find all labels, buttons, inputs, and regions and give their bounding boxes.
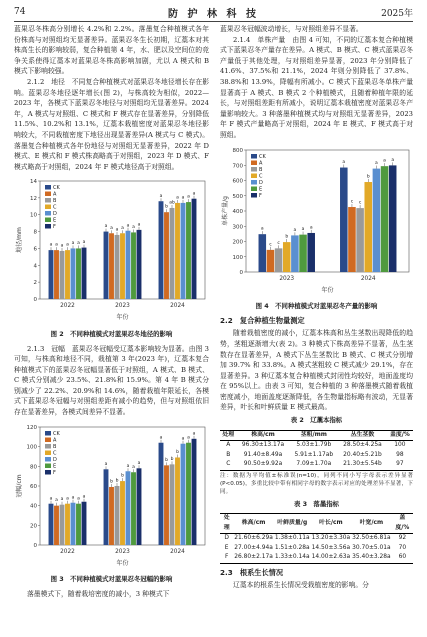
- bar-B-2022: [60, 251, 65, 299]
- significance-label: a: [71, 241, 75, 247]
- table-cell: 1.33±0.14a: [274, 554, 310, 561]
- bar-CK-2024: [159, 202, 164, 300]
- figure-2: [14, 175, 209, 327]
- significance-label: b: [366, 174, 370, 180]
- significance-label: b: [285, 234, 289, 240]
- legend-swatch: [45, 211, 51, 216]
- significance-label: a: [159, 434, 163, 440]
- bar-C-2024: [175, 203, 180, 299]
- significance-label: a: [82, 493, 86, 499]
- bar-C-2023: [283, 242, 291, 272]
- legend-swatch: [45, 457, 51, 462]
- y-tick-label: 4: [33, 263, 37, 270]
- significance-label: a: [137, 460, 141, 466]
- header-rule: [14, 21, 413, 22]
- table-cell: 14.50±3.56a: [311, 544, 351, 551]
- x-tick-label: 2022: [60, 548, 75, 555]
- bar-F-2023: [307, 232, 315, 271]
- significance-label: a: [383, 158, 386, 164]
- bar-C-2022: [65, 250, 70, 299]
- significance-label: a: [293, 227, 297, 233]
- column-header: 叶宽/cm: [359, 520, 384, 526]
- legend-label: E: [53, 218, 57, 225]
- table-cell: 98: [396, 451, 404, 458]
- significance-label: a: [55, 497, 58, 503]
- significance-label: a: [132, 225, 135, 231]
- significance-label: ab: [169, 200, 175, 206]
- table-cell: 14.00±2.63a: [311, 554, 351, 561]
- significance-label: b: [165, 205, 168, 211]
- significance-label: a: [110, 226, 113, 232]
- legend-label: A: [259, 160, 263, 167]
- significance-label: a: [82, 240, 86, 246]
- y-tick-label: 300: [232, 223, 243, 230]
- bar-D-2022: [71, 249, 76, 300]
- significance-label: a: [71, 494, 75, 500]
- significance-label: a: [60, 496, 64, 502]
- significance-label: a: [192, 191, 196, 197]
- y-tick-label: 500: [232, 193, 243, 200]
- column-header: 茎粗/mm: [300, 431, 327, 438]
- legend-swatch: [45, 198, 51, 203]
- y-tick-label: 14: [30, 179, 37, 186]
- column-header: 株高/cm: [241, 520, 266, 526]
- chart-yield: [220, 144, 413, 296]
- bar-CK-2023: [259, 234, 267, 272]
- y-tick-label: 10: [30, 213, 37, 220]
- table-cell: 70: [398, 544, 407, 551]
- bar-D-2024: [373, 168, 381, 271]
- paragraph: 蓝果忍冬冠幅波动增长，与对照组差异不显著。: [220, 25, 363, 33]
- table-row: [220, 544, 413, 554]
- legend-swatch: [251, 180, 257, 185]
- significance-label: c: [350, 199, 354, 205]
- legend-label: E: [53, 463, 57, 470]
- bar-D-2024: [181, 443, 186, 544]
- bar-B-2023: [275, 248, 283, 272]
- table-cell: 26.80±2.17a: [234, 554, 273, 561]
- legend-label: C: [259, 173, 263, 180]
- y-tick-label: 8: [33, 229, 37, 236]
- table-row: [220, 441, 413, 451]
- legend-label: F: [53, 469, 56, 476]
- right-column: [220, 24, 413, 591]
- bar-A-2024: [164, 212, 169, 299]
- legend-swatch: [251, 186, 257, 191]
- legend-swatch: [45, 431, 51, 436]
- significance-label: b: [165, 457, 168, 463]
- y-tick-label: 120: [26, 424, 37, 431]
- significance-label: c: [277, 240, 280, 246]
- y-tick-label: 200: [232, 239, 243, 246]
- bar-A-2023: [267, 249, 275, 271]
- table-cell: 100: [394, 442, 406, 449]
- significance-label: a: [126, 463, 130, 469]
- x-axis-label: 年份: [321, 286, 334, 294]
- section-2-1-2: 2.1.2 地径 不同复合种植模式对蓝果忍冬地径增长存在影响。蓝果忍冬地径逐年增长(图 2)，与株高较为相似，2022—2023 年，各模式下蓝果忍冬地径与对照组均无显著差异。2024 年，A 模式与对照组、C 模式和 F 模式存在显著差异，分别降低 11.5%、10.2%和 13.1%，辽藁本栽植密度对蓝果忍冬地径影响较大，不同栽植密度下地径出现显著差异(A 模式与 C 模式)。落墨复合种植模式各年份地径与对照组无显著差异，2022 年 D 模式、E 模式和 F 模式株高略高于对照组，2023 年 D 模式、F 模式略高于对照组，2024 年 F 模式地径高于对照组。: [14, 77, 209, 171]
- legend-swatch: [251, 193, 257, 198]
- table-cell: 30.70±5.01a: [352, 544, 391, 551]
- y-tick-label: 600: [232, 178, 243, 185]
- significance-label: a: [137, 222, 141, 228]
- table-cell: 92: [398, 535, 407, 542]
- bar-F-2023: [137, 230, 142, 299]
- significance-label: b: [110, 479, 113, 485]
- column-header: 盖度/%: [389, 431, 410, 438]
- column-header: 处理: [222, 431, 235, 438]
- bar-B-2023: [115, 486, 120, 545]
- table-cell: A: [226, 442, 231, 449]
- table-cell: 20.40±5.21b: [343, 451, 382, 458]
- significance-label: a: [55, 242, 58, 248]
- significance-label: a: [187, 194, 190, 200]
- legend-swatch: [45, 185, 51, 190]
- bar-E-2022: [76, 503, 81, 544]
- header-year: 2025年: [381, 8, 413, 19]
- table-cell: 96.30±13.17a: [241, 442, 285, 449]
- significance-label: a: [115, 227, 119, 233]
- table-cell: 97: [396, 461, 404, 468]
- table-cell: 13.20±3.30a: [311, 535, 351, 542]
- legend-swatch: [45, 218, 51, 223]
- figure-3: [14, 421, 209, 573]
- bar-B-2024: [170, 464, 175, 545]
- figure-4: [220, 144, 413, 300]
- table-row: [220, 451, 413, 461]
- legend-label: A: [53, 192, 57, 199]
- legend-label: B: [53, 443, 57, 450]
- x-tick-label: 2024: [360, 275, 376, 282]
- table-cell: 27.00±4.94a: [234, 544, 273, 551]
- y-tick-label: 0: [239, 269, 243, 276]
- table-cell: 1.38±0.11a: [274, 535, 310, 542]
- significance-label: a: [104, 224, 108, 230]
- legend-label: C: [53, 450, 57, 457]
- significance-label: a: [159, 194, 163, 200]
- bar-CK-2022: [49, 503, 54, 544]
- legend-label: CK: [53, 430, 60, 437]
- bar-E-2023: [131, 472, 136, 545]
- bar-A-2022: [54, 250, 59, 299]
- significance-label: a: [66, 495, 69, 501]
- x-tick-label: 2023: [115, 303, 130, 310]
- y-tick-label: 6: [33, 246, 37, 253]
- bar-A-2023: [109, 234, 114, 300]
- significance-label: a: [176, 195, 179, 201]
- column-header: 盖度/%: [395, 515, 410, 531]
- bar-D-2023: [126, 231, 131, 299]
- legend-swatch: [251, 173, 257, 178]
- table-cell: E: [224, 544, 229, 551]
- significance-label: a: [77, 241, 80, 247]
- table-cell: 21.60±6.29a: [234, 535, 273, 542]
- legend-label: F: [259, 192, 262, 199]
- page-header: [14, 4, 413, 20]
- bar-B-2023: [115, 235, 120, 299]
- bar-F-2024: [389, 165, 397, 272]
- significance-label: a: [391, 157, 395, 163]
- significance-label: a: [375, 160, 378, 166]
- y-axis-label: 冠幅/cm: [16, 474, 23, 498]
- legend-swatch: [251, 154, 257, 159]
- y-tick-label: 80: [30, 463, 37, 470]
- chart-crown-width: [14, 421, 209, 569]
- column-header: 株高/cm: [251, 431, 275, 438]
- legend-swatch: [251, 167, 257, 172]
- bar-CK-2024: [159, 442, 164, 544]
- table-cell: F: [224, 554, 229, 561]
- bar-E-2023: [299, 234, 307, 271]
- bar-A-2024: [348, 207, 356, 272]
- significance-label: a: [301, 226, 305, 232]
- journal-title: 防 护 林 科 技: [168, 8, 259, 20]
- bar-C-2023: [120, 481, 125, 545]
- significance-label: b: [121, 473, 124, 479]
- table-2-caption: 表 2 辽藁本指标: [290, 416, 343, 425]
- significance-label: a: [126, 223, 130, 229]
- legend-swatch: [45, 437, 51, 442]
- bar-F-2024: [192, 199, 197, 299]
- bar-A-2024: [164, 465, 169, 545]
- table-cell: 91.40±8.49a: [243, 451, 283, 458]
- table-cell: 35.40±3.28a: [352, 554, 391, 561]
- bar-E-2022: [76, 249, 81, 300]
- bar-D-2022: [71, 502, 76, 544]
- legend-label: D: [53, 211, 57, 218]
- bar-CK-2024: [340, 167, 348, 271]
- table-cell: 21.30±5.54b: [343, 461, 382, 468]
- y-tick-label: 20: [30, 522, 37, 529]
- table-row: [220, 534, 413, 544]
- section-2-2-text: 随着栽植密度的减小，辽藁本株高和丛生茎数出现降低的趋势，茎粗逐渐增大(表 2)。3 种模式下株高差异不显著，丛生茎数存在显著差异，A 模式下丛生茎数比 B 模式、C 模式分别增加 39.7% 和 33.8%。A 模式茎粗较 C 模式减少 29.1%，存在显著差异。3 种辽藁本复合种植模式封闭性均较好，地面盖度均在 95%以上。由表 3 可知，复合种植的 3 种落墨模式随着栽植密度减小，地面盖度逐渐降低，各生物量指标略有波动，无显著差异，叶长和叶鲜质量 E 模式最高。: [220, 329, 413, 412]
- section-2-2-heading: 2.2 复合种植生物量测定: [220, 315, 305, 325]
- y-tick-label: 12: [30, 196, 37, 203]
- column-header: 叶长/cm: [319, 520, 343, 526]
- y-tick-label: 800: [232, 147, 243, 154]
- y-tick-label: 2: [33, 280, 37, 287]
- bar-C-2022: [65, 503, 70, 544]
- significance-label: a: [60, 243, 64, 249]
- table-cell: C: [226, 461, 231, 468]
- x-tick-label: 2024: [170, 303, 185, 310]
- bar-E-2023: [131, 233, 136, 300]
- table-cell: 28.50±4.25a: [343, 442, 382, 449]
- bar-F-2023: [137, 468, 142, 545]
- table-cell: 90.50±9.92a: [243, 461, 283, 468]
- legend-label: B: [53, 198, 57, 205]
- bar-A-2022: [54, 505, 59, 544]
- significance-label: a: [181, 435, 185, 441]
- column-header: 丛生茎数: [350, 431, 375, 438]
- chart-ground-diameter: [14, 175, 209, 323]
- bar-E-2024: [186, 442, 191, 544]
- figure-2-caption: 图 2 不同种植模式对蓝果忍冬地径的影响: [50, 329, 173, 338]
- significance-label: a: [309, 224, 313, 230]
- significance-label: a: [49, 495, 53, 501]
- table-2: [220, 430, 413, 471]
- bar-D-2023: [291, 235, 299, 272]
- y-tick-label: 100: [232, 254, 243, 261]
- significance-label: a: [121, 226, 124, 232]
- legend-swatch: [45, 224, 51, 229]
- significance-label: b: [176, 449, 179, 455]
- table-cell: 7.09±1.70a: [296, 461, 332, 468]
- bar-B-2024: [170, 208, 175, 299]
- legend-swatch: [45, 444, 51, 449]
- bar-E-2024: [381, 166, 389, 272]
- x-tick-label: 2023: [115, 548, 130, 555]
- bar-CK-2022: [49, 250, 54, 299]
- legend-swatch: [45, 470, 51, 475]
- table-3: [220, 513, 413, 564]
- y-axis-label: 单株产量/g: [222, 195, 229, 226]
- bar-D-2024: [181, 203, 186, 299]
- y-tick-label: 100: [26, 444, 37, 451]
- table-cell: 1.51±0.28a: [274, 544, 310, 551]
- y-tick-label: 0: [33, 297, 37, 304]
- significance-label: a: [192, 431, 196, 437]
- legend-label: E: [259, 186, 263, 193]
- significance-label: a: [66, 242, 69, 248]
- table-note: 注：数据为平均值±标准误(n=10)，同列不同小写字母表示差异显著(P<0.05)，多重比较中带有相同字母的数字表示对应的处理差异不显著，下同。: [220, 472, 413, 495]
- table-cell: 60: [398, 554, 407, 561]
- y-tick-label: 700: [232, 162, 243, 169]
- significance-label: a: [187, 434, 190, 440]
- legend-label: A: [53, 437, 57, 444]
- y-tick-label: 40: [30, 503, 37, 510]
- significance-label: b: [170, 456, 174, 462]
- bar-E-2024: [186, 202, 191, 299]
- significance-label: a: [49, 242, 53, 248]
- x-tick-label: 2022: [60, 303, 75, 310]
- bar-C-2024: [175, 457, 180, 545]
- bar-C-2023: [120, 234, 125, 300]
- significance-label: a: [104, 461, 108, 467]
- section-2-1-4: 2.1.4 单株产量 由图 4 可知，不同的辽藁本复合种植模式下蓝果忍冬产量存在差异。A 模式、B 模式、C 模式蓝果忍冬产量低于其他处理，与对照组差异显著，2023 年分别降低了 41.6%、37.5%和 21.1%，2024 年则分别降低了 37.8%、38.8%和 13.9%，降幅有所减小。C 模式下蓝果忍冬单株产量显著高于 A 模式、B 模式 2 个种植模式，且随着种植年限的延长，与对照组差距有所减小，说明辽藁本栽植密度对蓝果忍冬产量影响较大。3 种落墨种植模式均与对照组无显著差异，2023 年 F 模式产量略高于对照组，2024 年 E 模式、F 模式高于对照组。: [220, 35, 413, 139]
- left-column: [14, 24, 209, 599]
- bar-B-2024: [356, 208, 364, 272]
- paragraph: 辽藁本的根系生长情况受栽植密度的影响。分: [233, 581, 369, 590]
- legend-swatch: [45, 450, 51, 455]
- page-number: 74: [14, 7, 26, 17]
- paragraph: 蓝果忍冬株高分别增长 4.2%和 2.2%。落墨复合种植模式各年份株高与对照组均无显著差异。蓝果忍冬生长初期，辽藁本对其株高生长的影响较弱，复合种植第 4 年，水、肥以及空间位的竞争关系使得辽藁本对蓝果忍冬株高影响加剧，尤以 A 模式和 B 模式下影响较强。: [14, 25, 209, 76]
- significance-label: a: [77, 495, 80, 501]
- bar-F-2022: [82, 248, 87, 299]
- legend-label: B: [259, 166, 263, 173]
- bar-F-2024: [192, 438, 197, 544]
- x-tick-label: 2024: [170, 548, 185, 555]
- section-2-1-3: 2.1.3 冠幅 蓝果忍冬冠幅受辽藁本影响较为显著。由图 3 可知，与株高和地径不同，栽植第 3 年(2023 年)，辽藁本复合种植模式下的蓝果忍冬冠幅显著低于对照组，A 模式、B 模式、C 模式分别减少 23.5%、21.8%和 15.9%。第 4 年 B 模式分别减少了 22.2%、20.9%和 14.6%，随着栽植年限延长，各模式下蓝果忍冬冠幅与对照组差距有减小的趋势，但与对照组依旧存在显著差异，各模式间差异不显著。: [14, 344, 209, 417]
- column-header: 叶鲜质量/g: [277, 520, 308, 526]
- x-tick-label: 2023: [279, 275, 295, 282]
- bar-CK-2023: [104, 469, 109, 545]
- legend-swatch: [45, 192, 51, 197]
- legend-label: F: [53, 224, 56, 231]
- table-cell: 32.50±6.81a: [352, 535, 391, 542]
- y-axis-label: 地径/mm: [16, 227, 23, 254]
- bar-B-2022: [60, 504, 65, 544]
- bar-F-2022: [82, 501, 87, 544]
- figure-3-caption: 图 3 不同种植模式对蓝果忍冬冠幅的影响: [50, 575, 173, 584]
- legend-swatch: [251, 160, 257, 165]
- significance-label: a: [132, 464, 135, 470]
- column-header: 处理: [223, 515, 230, 531]
- bar-D-2023: [126, 471, 131, 545]
- table-cell: D: [224, 535, 229, 542]
- paragraph: 落墨模式下，随着栽培密度的减小，3 种模式下: [27, 589, 170, 598]
- significance-label: c: [358, 200, 362, 206]
- table-cell: 5.91±1.17ab: [294, 451, 334, 458]
- table-row: [220, 553, 413, 563]
- section-2-3-heading: 2.3 根系生长情况: [220, 567, 284, 577]
- bar-C-2024: [364, 182, 372, 272]
- legend-label: CK: [259, 153, 266, 160]
- table-row: [220, 460, 413, 470]
- table-3-caption: 表 3 落墨指标: [293, 499, 339, 508]
- legend-label: C: [53, 205, 57, 212]
- y-tick-label: 0: [33, 542, 37, 549]
- legend-label: CK: [53, 185, 60, 192]
- bar-A-2023: [109, 487, 114, 545]
- y-tick-label: 400: [232, 208, 243, 215]
- table-cell: B: [226, 451, 231, 458]
- significance-label: a: [260, 226, 264, 232]
- significance-label: c: [269, 241, 272, 247]
- x-axis-label: 年份: [116, 559, 129, 567]
- significance-label: b: [115, 478, 119, 484]
- legend-swatch: [45, 205, 51, 210]
- legend-label: D: [53, 456, 57, 463]
- legend-swatch: [45, 463, 51, 468]
- bar-CK-2023: [104, 232, 109, 299]
- figure-4-caption: 图 4 不同种植模式对蓝果忍冬产量的影响: [255, 302, 378, 311]
- y-tick-label: 60: [30, 483, 37, 490]
- significance-label: a: [181, 195, 185, 201]
- significance-label: a: [342, 159, 346, 165]
- x-axis-label: 年份: [116, 314, 129, 322]
- legend-label: D: [259, 179, 263, 186]
- table-cell: 5.03±1.79b: [296, 442, 332, 449]
